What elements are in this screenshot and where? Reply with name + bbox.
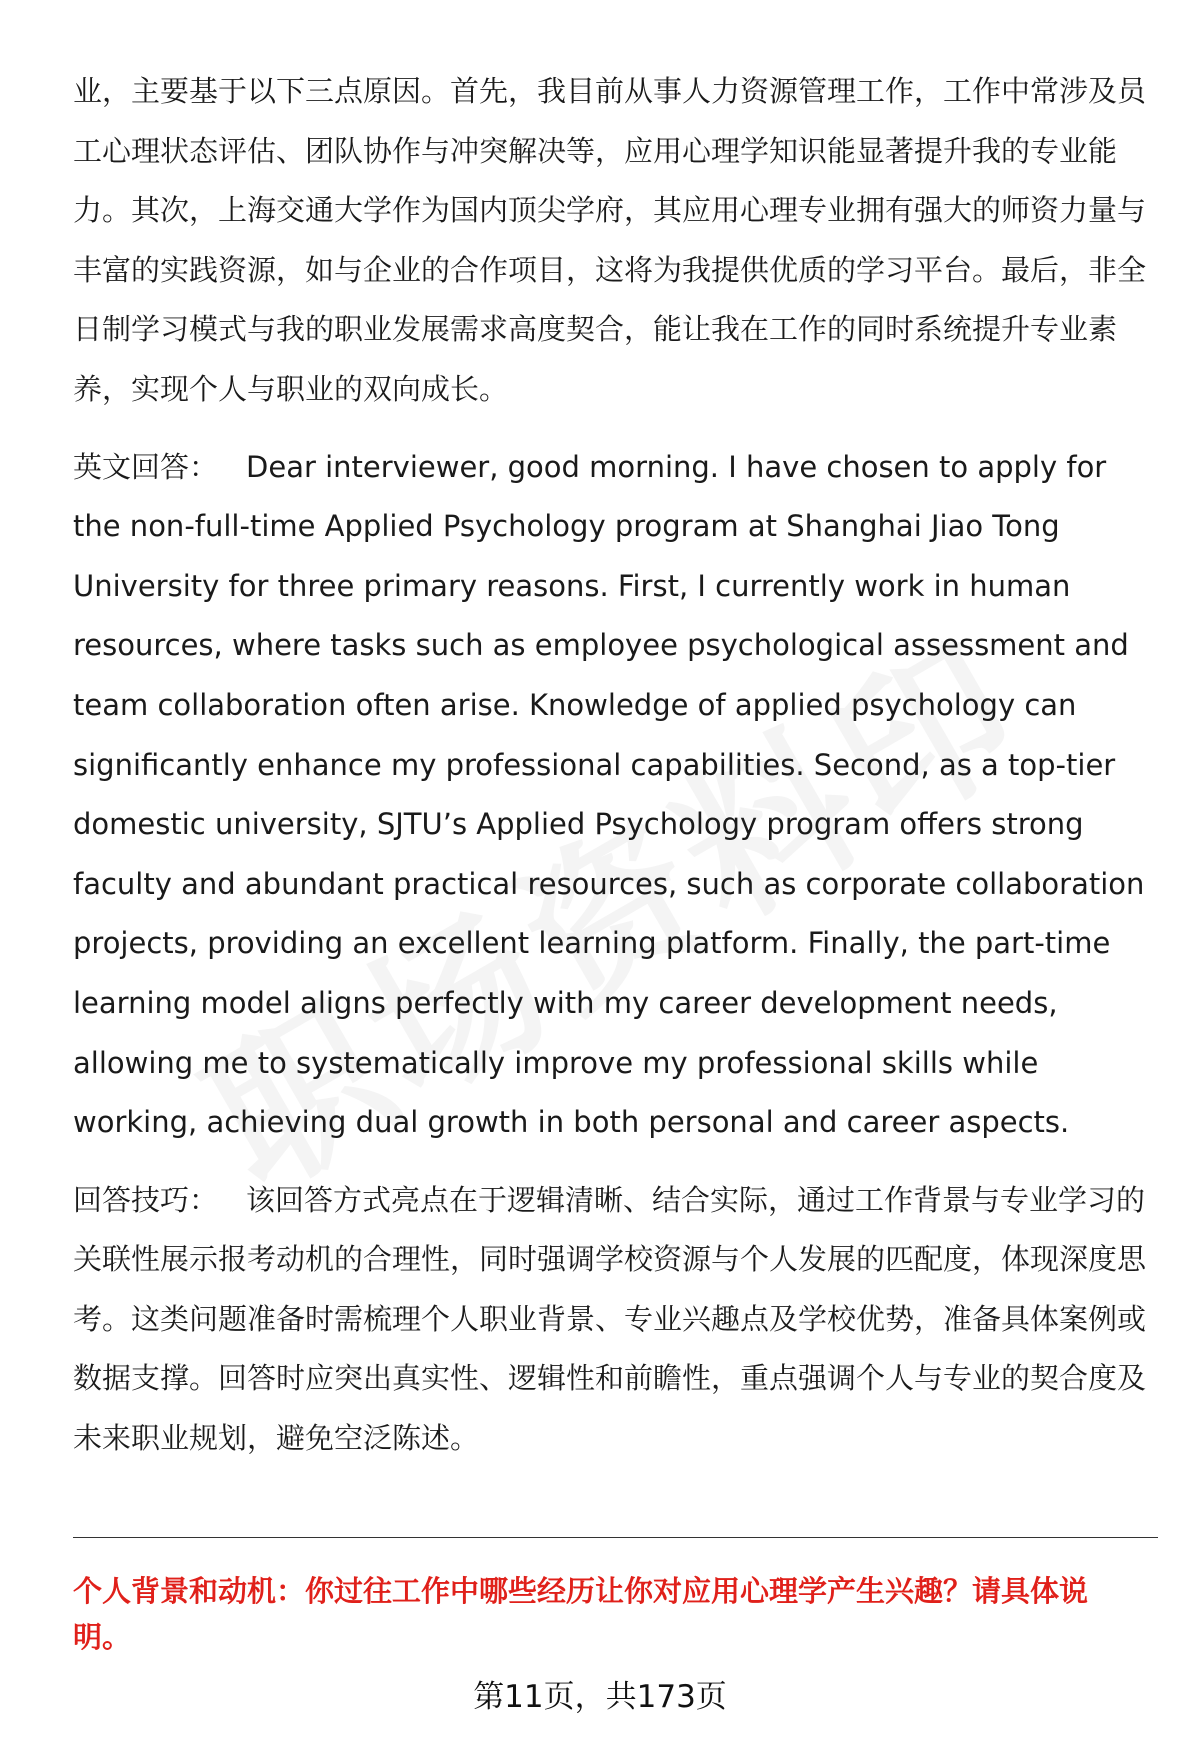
english-answer-label: 英文回答：	[73, 449, 219, 484]
answer-tips-paragraph	[73, 1171, 1158, 1469]
next-question-heading: 个人背景和动机：你过往工作中哪些经历让你对应用心理学产生兴趣？请具体说明。	[73, 1574, 1089, 1654]
answer-tips-label: 回答技巧：	[73, 1182, 219, 1217]
section-divider	[73, 1537, 1158, 1538]
page-number: 第11页，共173页	[473, 1679, 727, 1715]
document-body	[73, 62, 1158, 1469]
english-answer-paragraph	[73, 438, 1158, 1153]
answer-tips-text: 该回答方式亮点在于逻辑清晰、结合实际，通过工作背景与专业学习的关联性展示报考动机的合理性，同时强调学校资源与个人发展的匹配度，体现深度思考。这类问题准备时需梳理个人职业背景、专业兴趣点及学校优势，准备具体案例或数据支撑。回答时应突出真实性、逻辑性和前瞻性，重点强调个人与专业的契合度及未来职业规划，避免空泛陈述。	[73, 1182, 1147, 1456]
english-answer-text: Dear interviewer, good morning. I have chosen to apply for the non-full-time Applied Psychology program at Shanghai Jiao Tong University for three primary reasons. First, I currently work in human resources, where tasks such as employee psychological assessment and team collaboration often arise. Knowledge of applied psychology can significantly enhance my professional capabilities. Second, as a top-tier domestic university, SJTU’s Applied Psychology program offers strong faculty and abundant practical resources, such as corporate collaboration projects, providing an excellent learning platform. Finally, the part-time learning model aligns perfectly with my career development needs, allowing me to systematically improve my professional skills while working, achieving dual growth in both personal and career aspects.	[73, 449, 1145, 1140]
intro-paragraph: 业，主要基于以下三点原因。首先，我目前从事人力资源管理工作，工作中常涉及员工心理状态评估、团队协作与冲突解决等，应用心理学知识能显著提升我的专业能力。其次，上海交通大学作为国内顶尖学府，其应用心理专业拥有强大的师资力量与丰富的实践资源，如与企业的合作项目，这将为我提供优质的学习平台。最后，非全日制学习模式与我的职业发展需求高度契合，能让我在工作的同时系统提升专业素养，实现个人与职业的双向成长。	[73, 74, 1147, 406]
page-footer	[0, 1677, 1200, 1717]
